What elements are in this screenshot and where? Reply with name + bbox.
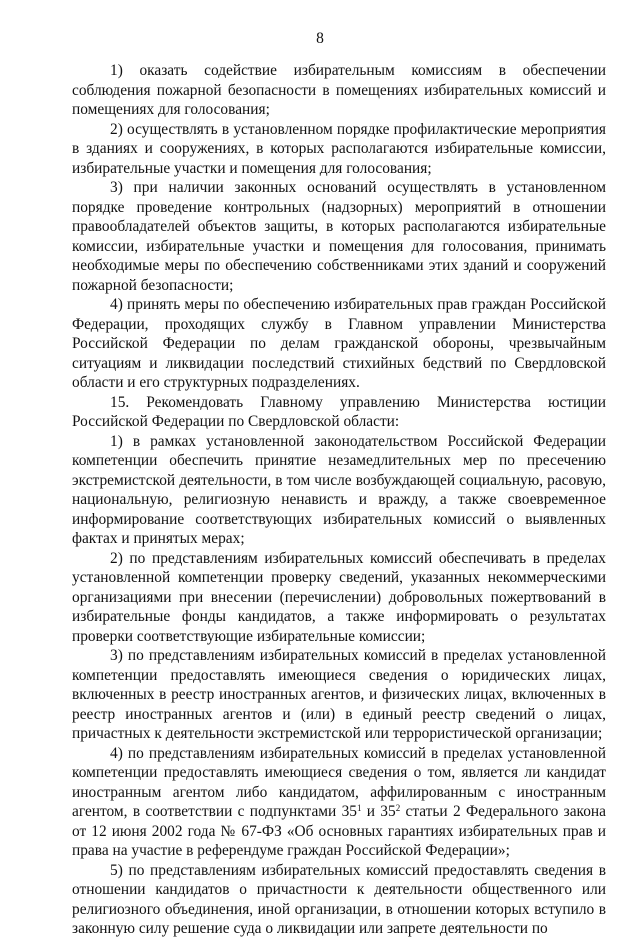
paragraph-item-4: 4) принять меры по обеспечению избирательных прав граждан Российской Федерации, проходящих службу в Главном управлении Министерства Российской Федерации по делам гражданской обороны, чрезвычайным ситуациям и ликвидации последствий стихийных бедствий по Свердловской области и его структурных подразделениях. bbox=[72, 296, 606, 391]
paragraph-subitem-3: 3) по представлениям избирательных комиссий в пределах установленной компетенции предоставлять имеющиеся сведения о юридических лицах, включенных в реестр иностранных агентов, и физических лицах, включенных в реестр иностранных агентов и (или) в единый реестр сведений о лицах, причастных к деятельности экстремистской или террористической организации; bbox=[72, 647, 606, 742]
paragraph-item-2: 2) осуществлять в установленном порядке профилактические мероприятия в зданиях и сооружениях, в которых располагаются избирательные комиссии, избирательные участки и помещения для голосования; bbox=[72, 120, 606, 177]
paragraph-subitem-2: 2) по представлениям избирательных комиссий обеспечивать в пределах установленной компетенции проверку сведений, указанных некоммерческими организациями при внесении (перечислении) добровольных пожертвований в избирательные фонды кандидатов, а также информировать о результатах проверки соответствующие избирательные комиссии; bbox=[72, 549, 606, 645]
superscript-2: 2 bbox=[395, 803, 401, 813]
paragraph-item-1: 1) оказать содействие избирательным комиссиям в обеспечении соблюдения пожарной безопасности в помещениях избирательных комиссий и помещениях для голосования; bbox=[72, 62, 606, 118]
paragraph-subitem-4-text-2: и 35 bbox=[361, 803, 396, 820]
page-number: 8 bbox=[316, 30, 324, 47]
superscript-1: 1 bbox=[356, 803, 362, 813]
paragraph-section-15: 15. Рекомендовать Главному управлению Министерства юстиции Российской Федерации по Свердловской области: bbox=[72, 393, 606, 430]
document-body bbox=[72, 61, 606, 939]
paragraph-subitem-4-text-3: статьи 2 Федерального закона от 12 июня 2002 года № 67-ФЗ «Об основных гарантиях избирательных прав и права на участие в референдуме граждан Российской Федерации»; bbox=[72, 803, 606, 859]
paragraph-subitem-4 bbox=[72, 744, 606, 861]
paragraph-item-3: 3) при наличии законных оснований осуществлять в установленном порядке проведение контрольных (надзорных) мероприятий в отношении правообладателей объектов защиты, в которых располагаются избирательные комиссии, избирательные участки и помещения для голосования, принимать необходимые меры по обеспечению собственниками этих зданий и сооружений пожарной безопасности; bbox=[72, 179, 606, 294]
paragraph-subitem-5: 5) по представлениям избирательных комиссий предоставлять сведения в отношении кандидатов о причастности к деятельности общественного или религиозного объединения, иной организации, в отношении которых вступило в законную силу решение суда о ликвидации или запрете деятельности по bbox=[72, 861, 606, 937]
paragraph-subitem-4-text-1: 4) по представлениям избирательных комиссий в пределах установленной компетенции предоставлять имеющиеся сведения о том, является ли кандидат иностранным агентом либо кандидатом, аффилированным с иностранным агентом, в соответствии с подпунктами 35 bbox=[72, 744, 606, 820]
paragraph-subitem-1: 1) в рамках установленной законодательством Российской Федерации компетенции обеспечить принятие незамедлительных мер по пресечению экстремистской деятельности, в том числе возбуждающей социальную, расовую, национальную, религиозную ненависть и вражду, а также своевременное информирование соответствующих избирательных комиссий о выявленных фактах и принятых мерах; bbox=[72, 432, 606, 547]
